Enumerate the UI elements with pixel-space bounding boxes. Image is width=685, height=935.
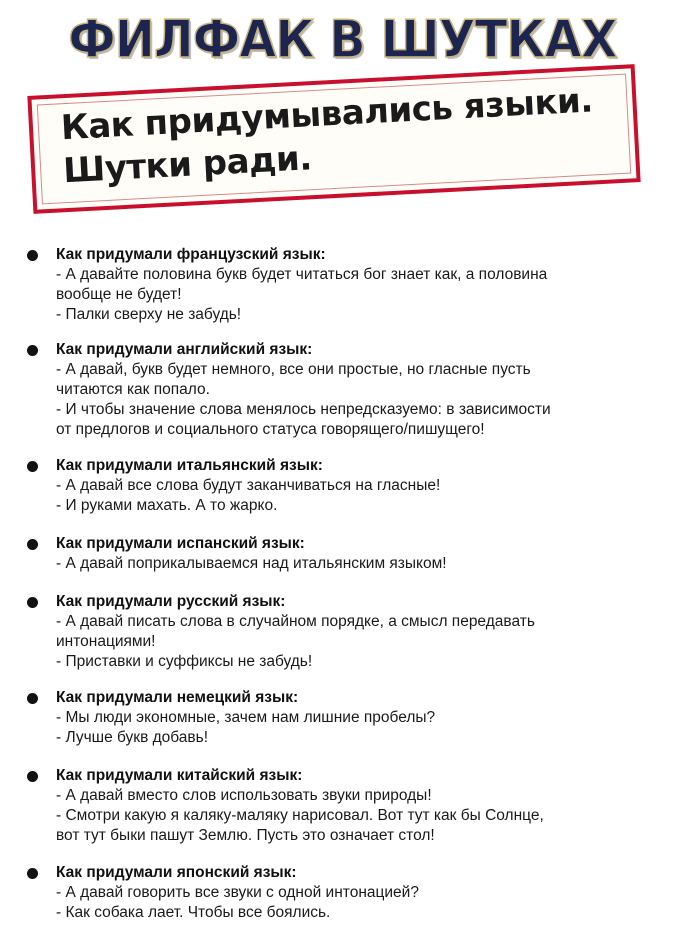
bullet-icon (27, 868, 38, 879)
joke-heading: Как придумали китайский язык: (56, 767, 303, 784)
joke-line: - Лучше букв добавь! (56, 729, 209, 746)
joke-line: - А давай, букв будет немного, все они простые, но гласные пусть (56, 361, 531, 378)
bullet-icon (27, 597, 38, 608)
joke-heading: Как придумали русский язык: (56, 593, 286, 610)
bullet-icon (27, 461, 38, 472)
bullet-icon (27, 693, 38, 704)
joke-line: - Смотри какую я каляку-маляку нарисовал. Вот тут как бы Солнце, (56, 807, 544, 824)
joke-heading: Как придумали японский язык: (56, 864, 297, 881)
banner-line-2: Шутки ради. (62, 138, 313, 192)
joke-line: - А давай говорить все звуки с одной интонацией? (56, 884, 419, 901)
joke-line: интонациями! (56, 633, 156, 650)
joke-line: - Приставки и суффиксы не забудь! (56, 653, 313, 670)
subtitle-banner (27, 64, 640, 214)
joke-heading: Как придумали английский язык: (56, 341, 313, 358)
joke-heading: Как придумали французский язык: (56, 246, 326, 263)
joke-line: - И чтобы значение слова менялось непредсказуемо: в зависимости (56, 401, 551, 418)
joke-line: - И руками махать. А то жарко. (56, 497, 278, 514)
bullet-icon (27, 345, 38, 356)
joke-line: вообще не будет! (56, 286, 182, 303)
joke-line: - Палки сверху не забудь! (56, 306, 242, 323)
joke-line: - А давай поприкалываемся над итальянским языком! (56, 555, 447, 572)
bullet-icon (27, 250, 38, 261)
joke-line: - Как собака лает. Чтобы все боялись. (56, 904, 331, 921)
joke-heading: Как придумали итальянский язык: (56, 457, 323, 474)
page-title: ФИЛФАК В ШУТКАХ (68, 10, 617, 70)
joke-line: читаются как попало. (56, 381, 210, 398)
bullet-icon (27, 771, 38, 782)
joke-heading: Как придумали испанский язык: (56, 535, 305, 552)
banner-line-1: Как придумывались языки. (60, 80, 594, 149)
joke-line: - А давайте половина букв будет читаться бог знает как, а половина (56, 266, 548, 283)
joke-line: - Мы люди экономные, зачем нам лишние пробелы? (56, 709, 436, 726)
joke-line: вот тут быки пашут Землю. Пусть это означает стол! (56, 827, 435, 844)
joke-line: от предлогов и социального статуса говорящего/пишущего! (56, 421, 485, 438)
joke-line: - А давай все слова будут заканчиваться на гласные! (56, 477, 441, 494)
joke-line: - А давай писать слова в случайном порядке, а смысл передавать (56, 613, 535, 630)
joke-line: - А давай вместо слов использовать звуки природы! (56, 787, 432, 804)
joke-heading: Как придумали немецкий язык: (56, 689, 299, 706)
bullet-icon (27, 539, 38, 550)
